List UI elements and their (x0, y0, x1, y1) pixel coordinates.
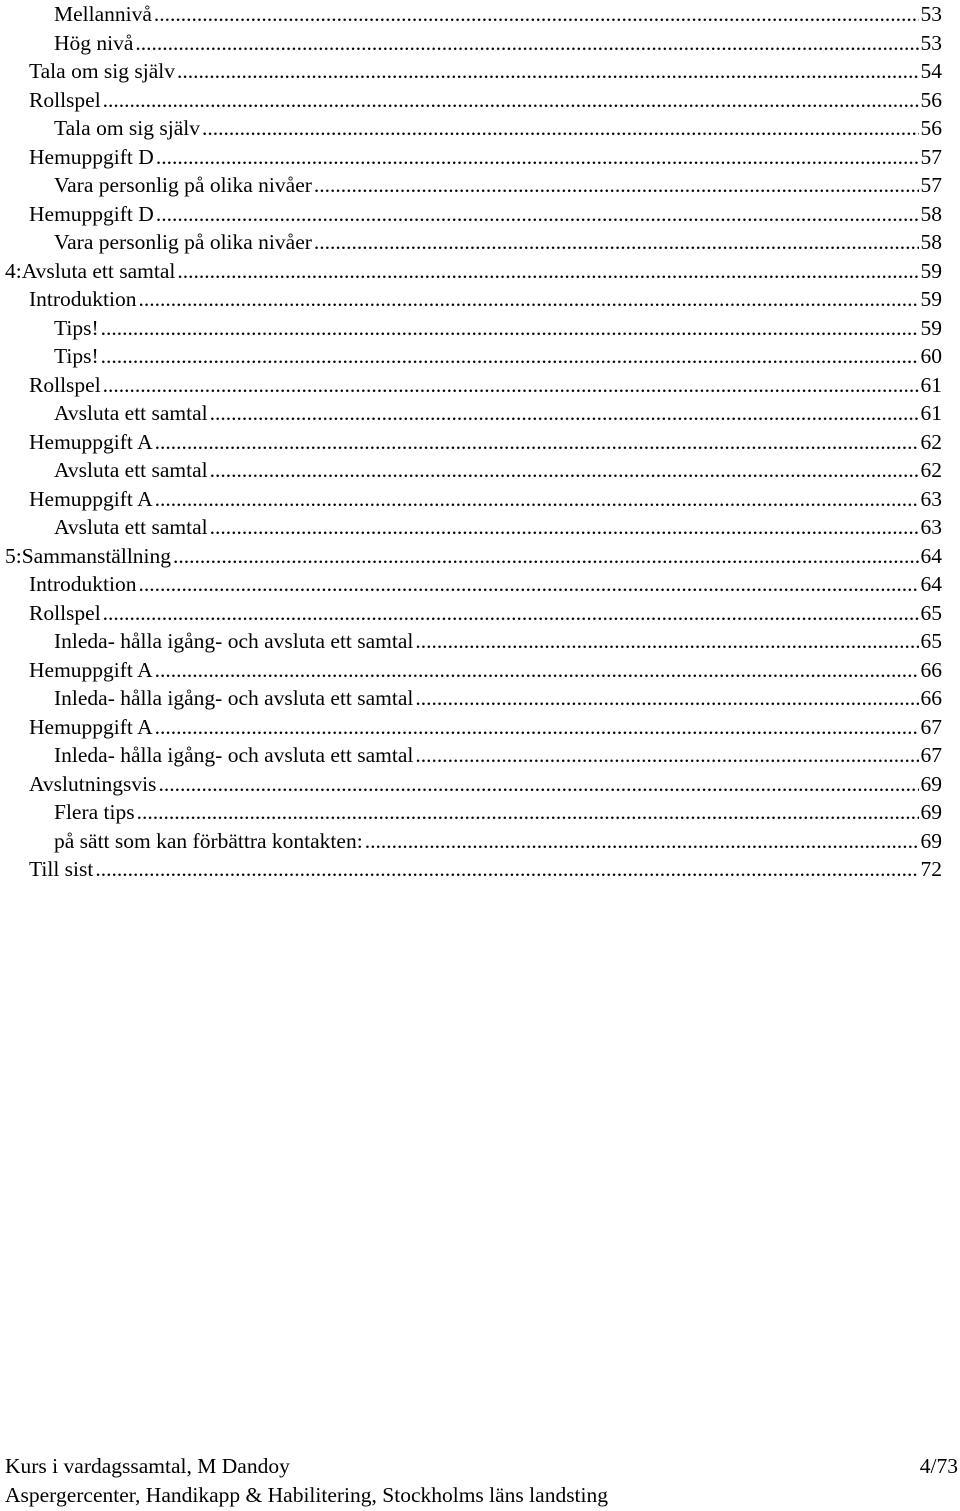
toc-entry-label: Vara personlig på olika nivåer (54, 230, 312, 254)
toc-dot-leader (154, 0, 919, 28)
toc-dot-leader (135, 29, 918, 57)
toc-entry[interactable] (0, 257, 960, 285)
toc-dot-leader (155, 485, 919, 513)
toc-entry[interactable] (0, 542, 960, 570)
toc-entry-page: 57 (920, 173, 942, 197)
toc-entry-page: 64 (920, 543, 942, 568)
toc-entry-page: 60 (920, 344, 942, 368)
toc-entry-label: Tips! (54, 344, 99, 368)
toc-entry-label: Inleda- hålla igång- och avsluta ett samtal (54, 629, 414, 653)
toc-dot-leader (103, 86, 919, 114)
toc-entry[interactable] (0, 314, 960, 342)
toc-dot-leader (365, 827, 919, 855)
toc-entry[interactable] (0, 684, 960, 712)
toc-entry[interactable] (0, 599, 960, 627)
toc-entry-page: 66 (920, 686, 942, 710)
toc-entry[interactable] (0, 285, 960, 313)
footer-organization: Aspergercenter, Handikapp & Habilitering, Stockholms läns landsting (5, 1483, 609, 1507)
toc-entry-label: Mellannivå (54, 2, 152, 26)
toc-entry-label: Hemuppgift A (29, 486, 153, 511)
toc-entry-label: Vara personlig på olika nivåer (54, 173, 312, 197)
toc-entry-page: 64 (920, 572, 942, 596)
toc-entry[interactable] (0, 513, 960, 541)
toc-entry[interactable] (0, 114, 960, 142)
toc-entry-page: 56 (920, 116, 942, 140)
toc-entry-label: Rollspel (29, 372, 101, 397)
toc-entry-page: 66 (920, 657, 942, 682)
toc-dot-leader (177, 57, 919, 85)
toc-entry[interactable] (0, 770, 960, 798)
toc-entry-page: 65 (920, 600, 942, 625)
toc-entry[interactable] (0, 570, 960, 598)
toc-entry[interactable] (0, 57, 960, 85)
toc-dot-leader (415, 741, 918, 769)
toc-dot-leader (155, 713, 919, 741)
toc-dot-leader (415, 627, 918, 655)
toc-entry-label: Inleda- hålla igång- och avsluta ett samtal (54, 686, 414, 710)
footer-course-title: Kurs i vardagssamtal, M Dandoy (5, 1454, 290, 1478)
toc-entry-page: 62 (920, 458, 942, 482)
toc-entry-label: Hemuppgift A (29, 657, 153, 682)
toc-entry[interactable] (0, 656, 960, 684)
toc-entry[interactable] (0, 741, 960, 769)
toc-entry[interactable] (0, 342, 960, 370)
toc-dot-leader (137, 798, 919, 826)
toc-entry-label: Rollspel (29, 600, 101, 625)
toc-entry[interactable] (0, 855, 960, 883)
toc-entry[interactable] (0, 228, 960, 256)
toc-dot-leader (158, 770, 918, 798)
toc-entry-label: Till sist (29, 857, 94, 881)
toc-entry-label: Hemuppgift A (29, 429, 153, 454)
toc-entry-label: Tala om sig själv (54, 116, 200, 140)
toc-entry[interactable] (0, 399, 960, 427)
toc-entry-label: Avsluta ett samtal (54, 515, 208, 539)
toc-dot-leader (95, 855, 918, 883)
toc-dot-leader (155, 656, 919, 684)
toc-dot-leader (210, 513, 919, 541)
toc-dot-leader (156, 200, 919, 228)
toc-entry-page: 69 (920, 771, 942, 796)
toc-entry-page: 54 (920, 59, 942, 83)
toc-dot-leader (139, 285, 919, 313)
toc-entry-page: 67 (920, 743, 942, 767)
toc-entry-label: Flera tips (54, 800, 135, 824)
toc-entry[interactable] (0, 627, 960, 655)
toc-entry[interactable] (0, 171, 960, 199)
toc-entry[interactable] (0, 200, 960, 228)
toc-entry[interactable] (0, 143, 960, 171)
toc-entry-page: 63 (920, 515, 942, 539)
toc-entry-label: Hemuppgift D (29, 144, 154, 169)
toc-entry-page: 72 (920, 857, 942, 881)
toc-entry-page: 53 (920, 2, 942, 26)
toc-entry[interactable] (0, 86, 960, 114)
toc-dot-leader (103, 371, 919, 399)
footer-page-number: 4/73 (919, 1454, 958, 1478)
toc-entry[interactable] (0, 485, 960, 513)
toc-dot-leader (173, 542, 918, 570)
toc-dot-leader (210, 399, 919, 427)
toc-entry-label: Hemuppgift D (29, 201, 154, 226)
toc-dot-leader (314, 228, 919, 256)
toc-entry-label: Avsluta ett samtal (54, 458, 208, 482)
toc-entry-label: Inleda- hålla igång- och avsluta ett samtal (54, 743, 414, 767)
toc-entry-page: 53 (920, 30, 942, 55)
toc-entry[interactable] (0, 371, 960, 399)
toc-entry-label: Hög nivå (54, 30, 134, 55)
toc-entry-page: 69 (920, 800, 942, 824)
toc-entry-page: 59 (920, 315, 942, 340)
toc-entry[interactable] (0, 456, 960, 484)
toc-dot-leader (155, 428, 919, 456)
toc-entry-page: 62 (920, 429, 942, 454)
toc-entry-label: 5:Sammanställning (5, 543, 172, 568)
toc-entry-page: 57 (920, 144, 942, 169)
toc-dot-leader (139, 570, 919, 598)
toc-entry-label: Introduktion (29, 572, 137, 596)
toc-entry-page: 56 (920, 87, 942, 112)
toc-entry-label: Avsluta ett samtal (54, 401, 208, 425)
toc-entry-page: 61 (920, 372, 942, 397)
toc-entry-page: 59 (920, 258, 942, 283)
toc-entry-page: 67 (920, 714, 942, 739)
toc-entry[interactable] (0, 29, 960, 57)
toc-entry-label: på sätt som kan förbättra kontakten: (54, 828, 363, 853)
toc-entry-page: 63 (920, 486, 942, 511)
toc-entry[interactable] (0, 827, 960, 855)
toc-entry-page: 58 (920, 230, 942, 254)
toc-dot-leader (415, 684, 918, 712)
toc-dot-leader (210, 456, 919, 484)
toc-dot-leader (177, 257, 918, 285)
toc-entry-page: 65 (920, 629, 942, 653)
toc-dot-leader (101, 342, 919, 370)
toc-entry-page: 69 (920, 828, 942, 853)
toc-entry[interactable] (0, 428, 960, 456)
toc-dot-leader (101, 314, 919, 342)
toc-entry[interactable] (0, 713, 960, 741)
toc-entry-label: Hemuppgift A (29, 714, 153, 739)
toc-entry[interactable] (0, 798, 960, 826)
toc-entry[interactable] (0, 0, 960, 28)
toc-dot-leader (156, 143, 919, 171)
toc-entry-page: 58 (920, 201, 942, 226)
toc-entry-label: Tala om sig själv (29, 59, 175, 83)
toc-dot-leader (103, 599, 919, 627)
toc-entry-label: 4:Avsluta ett samtal (5, 258, 176, 283)
toc-dot-leader (202, 114, 919, 142)
toc-entry-label: Rollspel (29, 87, 101, 112)
toc-entry-label: Introduktion (29, 287, 137, 311)
toc-entry-label: Avslutningsvis (29, 771, 157, 796)
toc-dot-leader (314, 171, 919, 199)
toc-entry-page: 61 (920, 401, 942, 425)
toc-entry-page: 59 (920, 287, 942, 311)
toc-entry-label: Tips! (54, 315, 99, 340)
